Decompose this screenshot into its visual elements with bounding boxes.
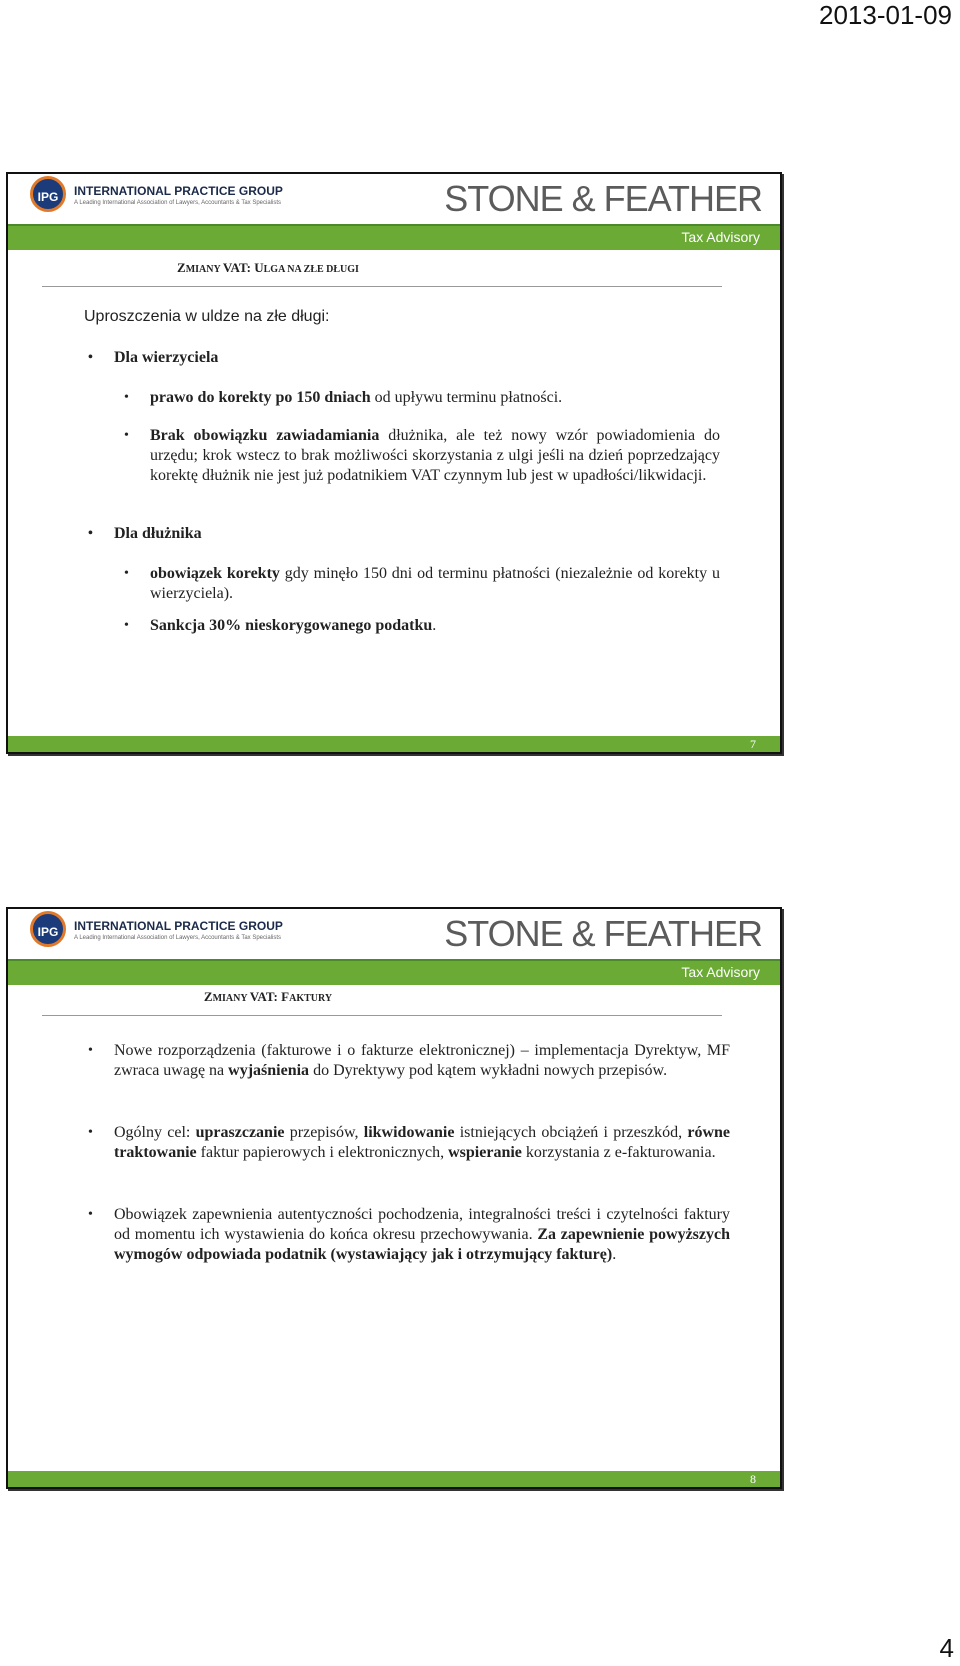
slide-title: ZMIANY VAT: FAKTURY (203, 989, 333, 1004)
header-bar (8, 224, 780, 250)
slide-number: 7 (750, 737, 756, 751)
bullet-creditor: • Dla wierzyciela (114, 348, 218, 368)
intro-text: Uproszczenia w uldze na złe długi: (84, 308, 330, 325)
brand-logo: STONE & FEATHER (444, 178, 762, 219)
bullet-correction-right: • prawo do korekty po 150 dniach od upływu terminu płatności. (150, 388, 720, 408)
brand-logo: STONE & FEATHER (444, 913, 762, 954)
bullet-correction-duty: • obowiązek korekty gdy minęło 150 dni od terminu płatności (niezależnie od korekty u wierzyciela). (150, 564, 720, 604)
bullet-general-goal: • Ogólny cel: upraszczanie przepisów, likwidowanie istniejących obciążeń i przeszkód, równe traktowanie faktur papierowych i elektronicznych, wspieranie korzystania z e-fakturowania. (114, 1123, 730, 1163)
page-date: 2013-01-09 (819, 0, 952, 30)
tax-advisory-label: Tax Advisory (681, 964, 760, 980)
slide-8 (6, 907, 782, 1489)
tax-advisory-label: Tax Advisory (681, 229, 760, 245)
title-rule (42, 1015, 722, 1016)
footer-bar (8, 736, 780, 752)
bullet-authenticity-duty: • Obowiązek zapewnienia autentyczności pochodzenia, integralności treści i czytelności faktury od momentu ich wystawienia do końca okresu przechowywania. Za zapewnienie powyższych wymogów odpowiada podatnik (wystawiający jak i otrzymujący fakturę). (114, 1205, 730, 1265)
ipg-tagline: A Leading International Association of Lawyers, Accountants & Tax Specialists (74, 935, 282, 941)
bullet-debtor: • Dla dłużnika (114, 524, 202, 544)
ipg-logo (28, 909, 283, 957)
ipg-name: INTERNATIONAL PRACTICE GROUP (74, 184, 283, 198)
bullet-sanction: • Sankcja 30% nieskorygowanego podatku. (150, 616, 720, 636)
slide-title: ZMIANY VAT: ULGA NA ZŁE DŁUGI (177, 260, 359, 275)
ipg-globe-icon: IPG (30, 911, 66, 947)
bullet-no-notification: • Brak obowiązku zawiadamiania dłużnika, ale też nowy wzór powiadomienia do urzędu; krok wstecz to brak możliwości skorzystania z ulgi jeśli na dzień poprzedzający korektę dłużnik nie jest już podatnikiem VAT czynnym lub jest w upadłości/likwidacji. (150, 426, 720, 486)
title-rule (42, 286, 722, 287)
ipg-tagline: A Leading International Association of Lawyers, Accountants & Tax Specialists (74, 200, 282, 206)
footer-bar (8, 1471, 780, 1487)
page-number: 4 (939, 1633, 954, 1663)
ipg-name: INTERNATIONAL PRACTICE GROUP (74, 919, 283, 933)
header-bar (8, 959, 780, 985)
ipg-globe-icon: IPG (30, 176, 66, 212)
ipg-logo (28, 174, 283, 222)
bullet-new-regulations: • Nowe rozporządzenia (fakturowe i o fakturze elektronicznej) – implementacja Dyrektyw, MF zwraca uwagę na wyjaśnienia do Dyrektywy pod kątem wykładni nowych przepisów. (114, 1041, 730, 1081)
slide-7 (6, 172, 782, 754)
slide-number: 8 (750, 1472, 756, 1486)
